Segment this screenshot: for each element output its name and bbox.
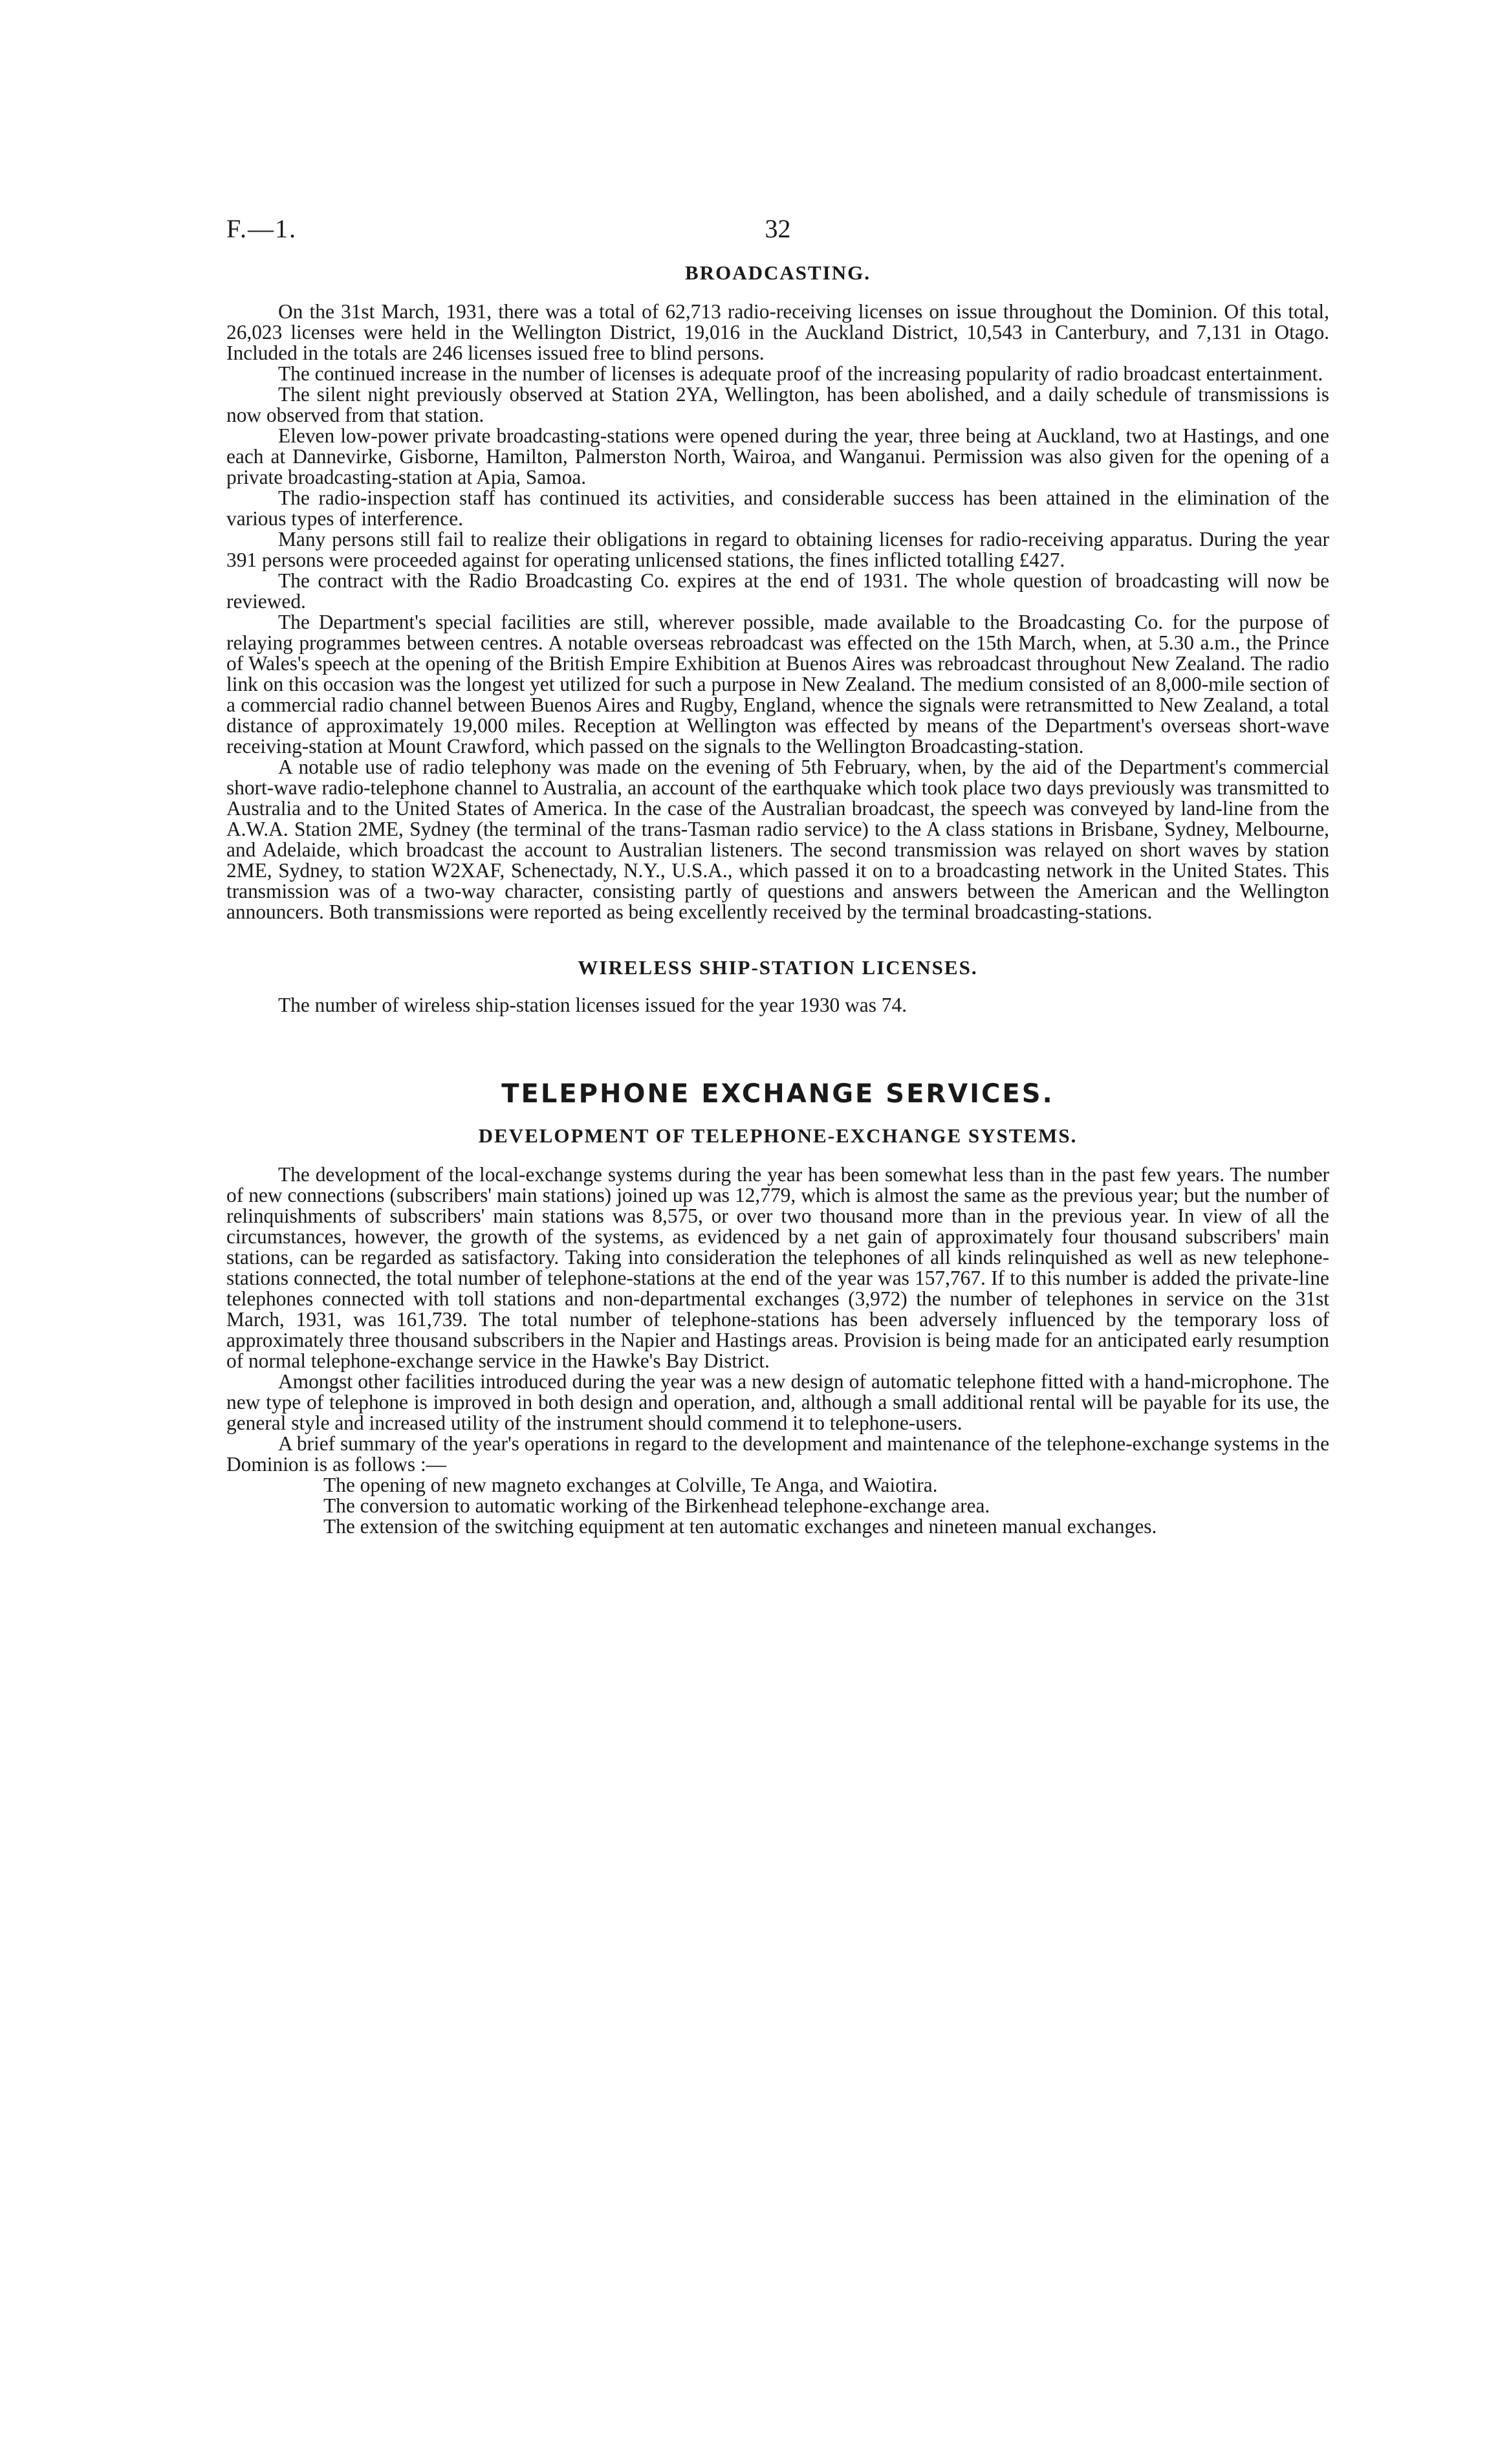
paragraph: Many persons still fail to realize their obligations in regard to obtaining licenses for radio-receiving apparatus. During the year 391 persons were proceeded against for operating unlicensed stations, the fines inflicted totalling £427. <box>226 528 1329 571</box>
page-reference: F.—1. <box>226 214 298 243</box>
paragraph: The continued increase in the number of licenses is adequate proof of the increasing popularity of radio broadcast entertainment. <box>278 362 1323 385</box>
list-item: The extension of the switching equipment at ten automatic exchanges and nineteen manual exchanges. <box>323 1515 1157 1538</box>
page-header <box>226 213 1329 252</box>
paragraph: The Department's special facilities are still, wherever possible, made available to the Broadcasting Co. for the purpose of relaying programmes between centres. A notable overseas rebroadcast was effected on the 15th March, when, at 5.30 a.m., the Prince of Wales's speech at the opening of the British Empire Exhibition at Buenos Aires was rebroadcast throughout New Zealand. The radio link on this occasion was the longest yet utilized for such a purpose in New Zealand. The medium consisted of an 8,000-mile section of a commercial radio channel between Buenos Aires and Rugby, England, whence the signals were retransmitted to New Zealand, a total distance of approximately 19,000 miles. Reception at Wellington was effected by means of the Department's overseas short-wave receiving-station at Mount Crawford, which passed on the signals to the Wellington Broadcasting-station. <box>226 611 1329 758</box>
paragraph: Eleven low-power private broadcasting-stations were opened during the year, three being at Auckland, two at Hastings, and one each at Dannevirke, Gisborne, Hamilton, Palmerston North, Wairoa, and Wanganui. Permission was also given for the opening of a private broadcasting-station at Apia, Samoa. <box>226 424 1329 488</box>
broadcasting-section <box>226 261 1329 922</box>
broadcasting-heading: BROADCASTING. <box>685 261 871 284</box>
paragraph: Amongst other facilities introduced during the year was a new design of automatic telephone fitted with a hand-microphone. The new type of telephone is improved in both design and operation, and, although a small additional rental will be payable for its use, the general style and increased utility of the instrument should commend it to telephone-users. <box>226 1370 1329 1434</box>
list-item: The opening of new magneto exchanges at Colville, Te Anga, and Waiotira. <box>323 1474 938 1496</box>
paragraph: The radio-inspection staff has continued its activities, and considerable success has been attained in the elimination of the various types of interference. <box>226 486 1329 530</box>
paragraph: A brief summary of the year's operations in regard to the development and maintenance of the telephone-exchange systems in the Dominion is as follows :— <box>226 1432 1329 1476</box>
paragraph: The number of wireless ship-station licenses issued for the year 1930 was 74. <box>278 994 908 1016</box>
development-subheading: DEVELOPMENT OF TELEPHONE-EXCHANGE SYSTEMS. <box>478 1124 1078 1147</box>
summary-list <box>226 1475 1329 1537</box>
telephone-section <box>226 1079 1329 1537</box>
wireless-heading: WIRELESS SHIP-STATION LICENSES. <box>578 956 978 979</box>
list-item: The conversion to automatic working of the Birkenhead telephone-exchange area. <box>323 1494 990 1517</box>
paragraph: The contract with the Radio Broadcasting Co. expires at the end of 1931. The whole question of broadcasting will now be reviewed. <box>226 569 1329 613</box>
paragraph: The development of the local-exchange systems during the year has been somewhat less than in the past few years. The number of new connections (subscribers' main stations) joined up was 12,779, which is almost the same as the previous year; but the number of relinquishments of subscribers' main stations was 8,575, or over two thousand more than in the previous year. In view of all the circumstances, however, the growth of the systems, as evidenced by a net gain of approximately four thousand subscribers' main stations, can be regarded as satisfactory. Taking into consideration the telephones of all kinds relinquished as well as new telephone-stations connected, the total number of telephone-stations at the end of the year was 157,767. If to this number is added the private-line telephones connected with toll stations and non-departmental exchanges (3,972) the number of telephones in service on the 31st March, 1931, was 161,739. The total number of telephone-stations has been adversely influenced by the temporary loss of approximately three thousand subscribers in the Napier and Hastings areas. Provision is being made for an anticipated early resumption of normal telephone-exchange service in the Hawke's Bay District. <box>226 1163 1329 1372</box>
paragraph: A notable use of radio telephony was made on the evening of 5th February, when, by the aid of the Department's commercial short-wave radio-telephone channel to Australia, an account of the earthquake which took place two days previously was transmitted to Australia and to the United States of America. In the case of the Australian broadcast, the speech was conveyed by land-line from the A.W.A. Station 2ME, Sydney (the terminal of the trans-Tasman radio service) to the A class stations in Brisbane, Sydney, Melbourne, and Adelaide, which broadcast the account to Australian listeners. The second transmission was relayed on short waves by station 2ME, Sydney, to station W2XAF, Schenectady, N.Y., U.S.A., which passed it on to a broadcasting network in the United States. This transmission was of a two-way character, consisting partly of questions and answers between the American and the Wellington announcers. Both transmissions were reported as being excellently received by the terminal broadcasting-stations. <box>226 756 1329 923</box>
page-number: 32 <box>765 214 791 243</box>
paragraph: The silent night previously observed at Station 2YA, Wellington, has been abolished, and a daily schedule of transmissions is now observed from that station. <box>226 383 1329 426</box>
telephone-main-heading: TELEPHONE EXCHANGE SERVICES. <box>501 1079 1054 1109</box>
paragraph: On the 31st March, 1931, there was a total of 62,713 radio-receiving licenses on issue throughout the Dominion. Of this total, 26,023 licenses were held in the Wellington District, 19,016 in the Auckland District, 10,543 in Canterbury, and 7,131 in Otago. Included in the totals are 246 licenses issued free to blind persons. <box>226 300 1329 364</box>
wireless-section <box>226 956 1329 1016</box>
document-page <box>226 213 1329 1537</box>
